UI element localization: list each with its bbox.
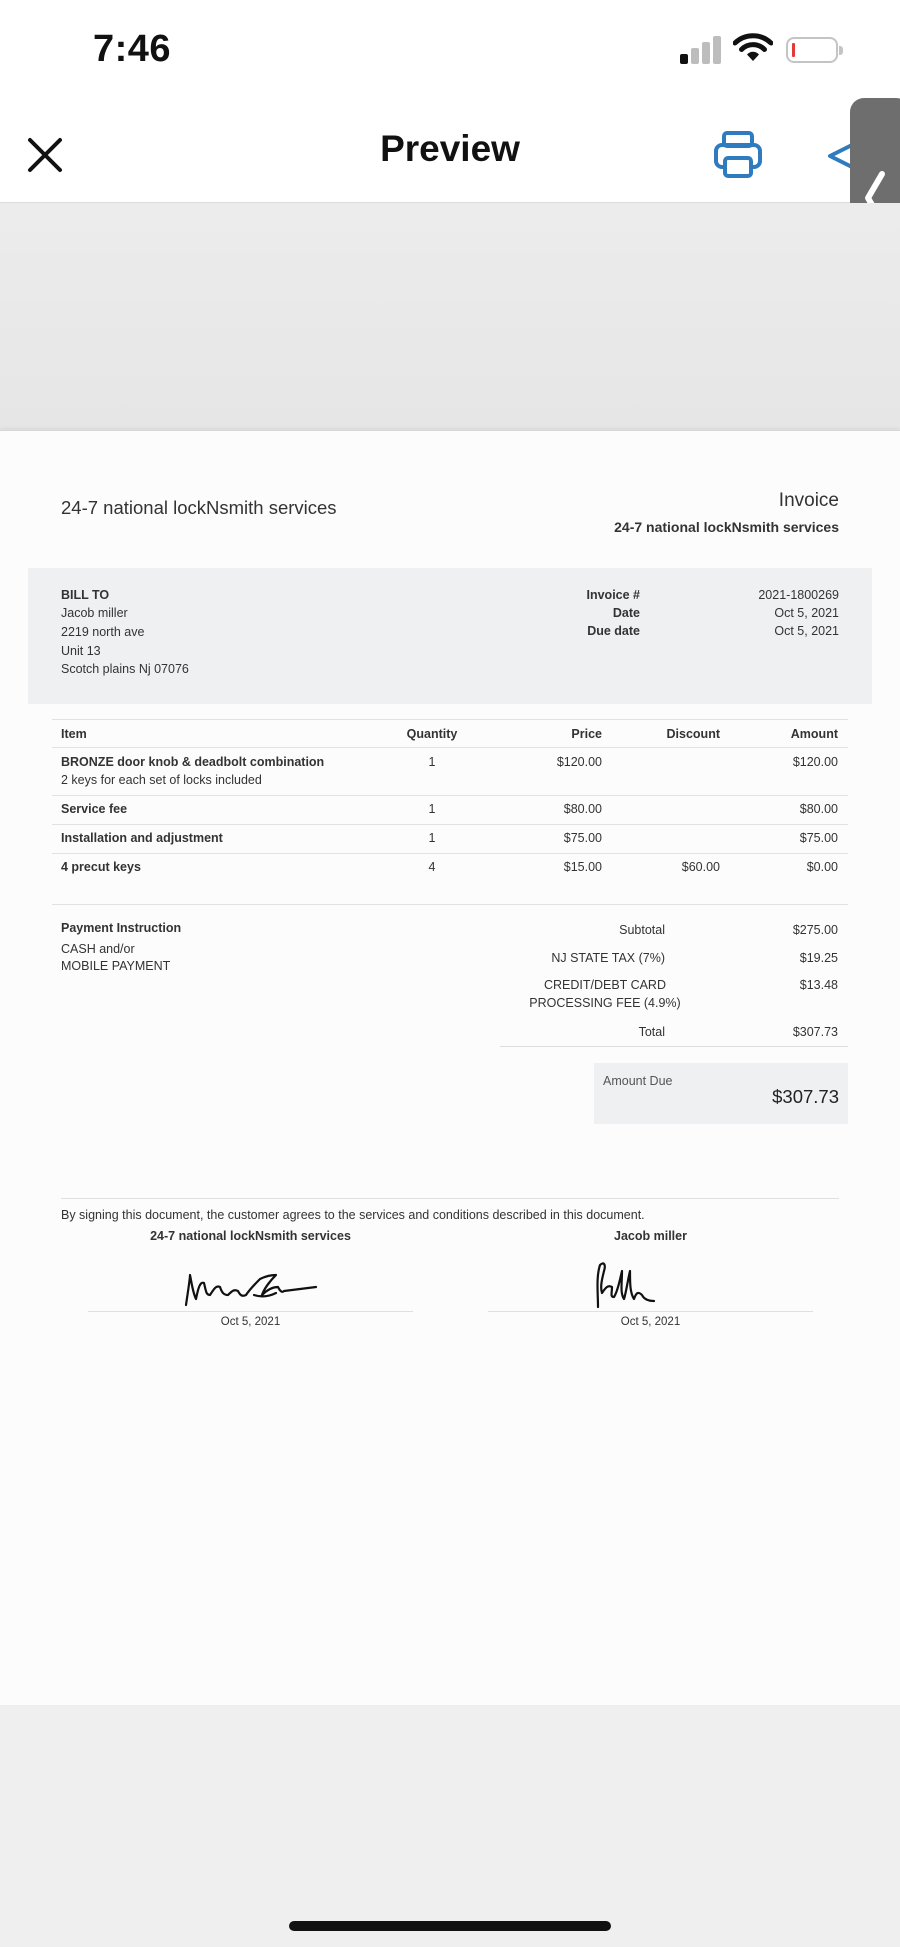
home-indicator[interactable] bbox=[289, 1921, 611, 1931]
row-description: 2 keys for each set of locks included bbox=[61, 773, 262, 787]
amount-due-box bbox=[594, 1063, 848, 1124]
total-value: $307.73 bbox=[792, 1025, 838, 1039]
wifi-icon bbox=[733, 33, 773, 63]
total-label: Total bbox=[638, 1025, 665, 1039]
row-amount: $120.00 bbox=[792, 755, 838, 769]
bill-to-unit: Unit 13 bbox=[61, 644, 101, 658]
row-price: $75.00 bbox=[563, 831, 602, 845]
column-header-price: Price bbox=[571, 727, 602, 741]
row-item: Installation and adjustment bbox=[61, 831, 223, 845]
row-amount: $0.00 bbox=[806, 860, 838, 874]
payment-instruction-heading: Payment Instruction bbox=[61, 921, 182, 935]
customer-signature-date: Oct 5, 2021 bbox=[620, 1316, 681, 1328]
bill-to-heading: BILL TO bbox=[61, 588, 110, 602]
row-quantity: 4 bbox=[428, 860, 436, 874]
invoice-document bbox=[0, 430, 900, 1705]
company-signer-name: 24-7 national lockNsmith services bbox=[150, 1229, 351, 1243]
bill-to-street: 2219 north ave bbox=[61, 625, 145, 639]
nav-bar bbox=[0, 100, 900, 203]
subtotal-label: Subtotal bbox=[619, 923, 665, 937]
page-title: Preview bbox=[380, 128, 520, 169]
column-header-discount: Discount bbox=[666, 727, 720, 741]
printer-icon[interactable] bbox=[712, 128, 764, 180]
terms-text: By signing this document, the customer agrees to the services and conditions described in this document. bbox=[61, 1208, 645, 1222]
company-signature bbox=[180, 1261, 320, 1311]
invoice-number-label: Invoice # bbox=[586, 588, 640, 602]
row-discount: $60.00 bbox=[681, 860, 720, 874]
row-quantity: 1 bbox=[428, 831, 436, 845]
row-item: BRONZE door knob & deadbolt combination bbox=[61, 755, 325, 769]
date-value: Oct 5, 2021 bbox=[774, 606, 839, 620]
row-amount: $75.00 bbox=[799, 831, 838, 845]
company-name: 24-7 national lockNsmith services bbox=[61, 497, 337, 518]
row-quantity: 1 bbox=[428, 755, 436, 769]
row-quantity: 1 bbox=[428, 802, 436, 816]
bill-to-section bbox=[28, 568, 872, 704]
tax-label: NJ STATE TAX (7%) bbox=[551, 951, 665, 965]
row-price: $15.00 bbox=[563, 860, 602, 874]
row-item: Service fee bbox=[61, 802, 128, 816]
status-bar bbox=[0, 0, 900, 100]
date-label: Date bbox=[612, 606, 640, 620]
fee-label: CREDIT/DEBT CARD bbox=[543, 978, 666, 992]
column-header-quantity: Quantity bbox=[406, 727, 458, 741]
customer-signature bbox=[588, 1257, 678, 1313]
invoice-number-value: 2021-1800269 bbox=[758, 588, 839, 602]
payment-line: CASH and/or bbox=[61, 942, 135, 956]
row-amount: $80.00 bbox=[799, 802, 838, 816]
preview-background bbox=[0, 203, 900, 430]
fee-label-2: PROCESSING FEE (4.9%) bbox=[529, 996, 681, 1010]
invoice-company: 24-7 national lockNsmith services bbox=[614, 519, 839, 535]
tax-value: $19.25 bbox=[799, 951, 838, 965]
amount-due-label: Amount Due bbox=[603, 1074, 673, 1088]
customer-signer-name: Jacob miller bbox=[614, 1229, 687, 1243]
column-header-amount: Amount bbox=[790, 727, 838, 741]
due-date-label: Due date bbox=[587, 624, 640, 638]
row-price: $80.00 bbox=[563, 802, 602, 816]
cellular-signal-icon bbox=[680, 36, 722, 64]
payment-line: MOBILE PAYMENT bbox=[61, 959, 171, 973]
fee-value: $13.48 bbox=[799, 978, 838, 992]
row-price: $120.00 bbox=[556, 755, 602, 769]
subtotal-value: $275.00 bbox=[792, 923, 838, 937]
invoice-title: Invoice bbox=[778, 490, 839, 511]
company-signature-date: Oct 5, 2021 bbox=[220, 1316, 281, 1328]
amount-due-value: $307.73 bbox=[772, 1086, 839, 1107]
column-header-item: Item bbox=[61, 727, 87, 741]
due-date-value: Oct 5, 2021 bbox=[774, 624, 839, 638]
row-item: 4 precut keys bbox=[61, 860, 141, 874]
bill-to-city: Scotch plains Nj 07076 bbox=[61, 662, 189, 676]
bill-to-name: Jacob miller bbox=[61, 606, 128, 620]
battery-icon bbox=[786, 37, 838, 63]
status-time: 7:46 bbox=[93, 28, 172, 70]
